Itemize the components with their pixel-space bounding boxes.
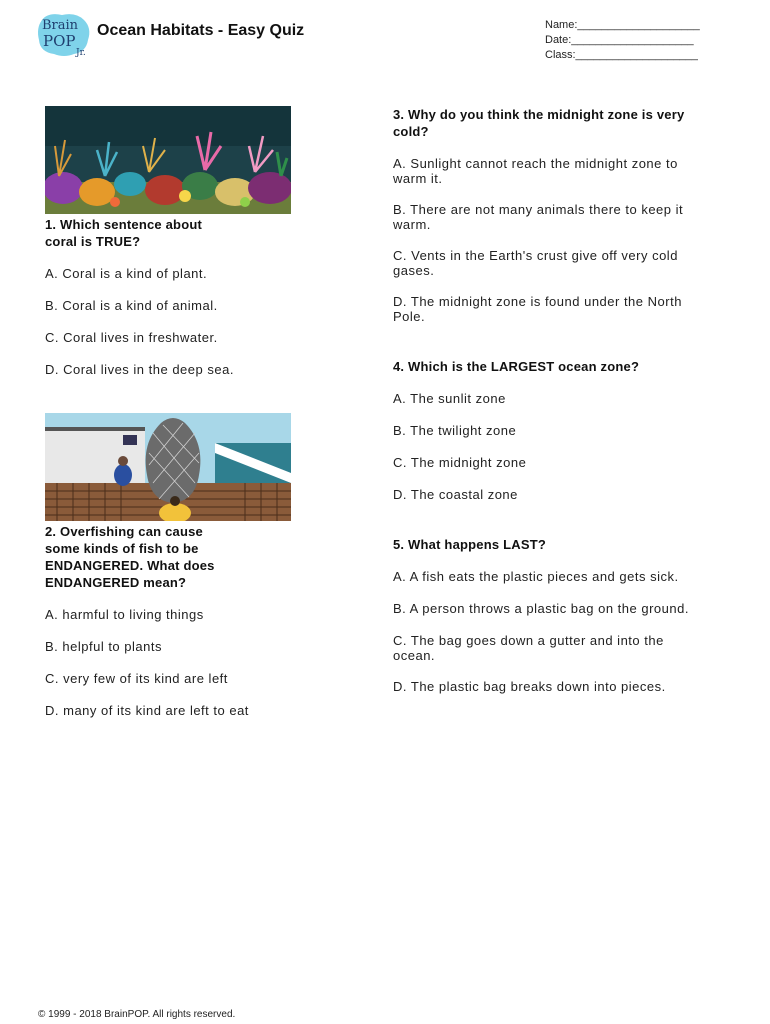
question-4-option-b[interactable]: B. The twilight zone: [393, 423, 517, 438]
question-3-option-d-line-2: Pole.: [393, 309, 426, 324]
question-1-line-1: 1. Which sentence about: [45, 217, 203, 232]
question-3-option-a[interactable]: [393, 156, 733, 186]
question-2-line-1: 2. Overfishing can cause: [45, 524, 203, 539]
question-3-text: [393, 106, 733, 140]
question-2-line-3: ENDANGERED. What does: [45, 558, 215, 573]
question-2-option-b[interactable]: B. helpful to plants: [45, 639, 162, 654]
question-3-option-c-line-2: gases.: [393, 263, 435, 278]
student-info-fields: [545, 18, 700, 63]
question-4-option-d[interactable]: D. The coastal zone: [393, 487, 518, 502]
question-3-option-b-line-2: warm.: [393, 217, 431, 232]
question-3-line-2: cold?: [393, 124, 429, 139]
question-2-option-c[interactable]: C. very few of its kind are left: [45, 671, 228, 686]
question-1-option-c[interactable]: C. Coral lives in freshwater.: [45, 330, 218, 345]
brainpop-jr-logo: [36, 12, 92, 58]
question-5-option-a[interactable]: A. A fish eats the plastic pieces and gets sick.: [393, 569, 679, 584]
coral-reef-illustration: [45, 106, 291, 214]
name-field: Name:____________________: [545, 19, 700, 31]
question-3-option-b[interactable]: [393, 202, 733, 232]
date-field: Date:____________________: [545, 34, 694, 46]
page-title: Ocean Habitats - Easy Quiz: [97, 22, 305, 39]
question-1-line-2: coral is TRUE?: [45, 234, 141, 249]
question-3-option-c[interactable]: [393, 248, 733, 278]
question-1-option-b[interactable]: B. Coral is a kind of animal.: [45, 298, 218, 313]
class-field: Class:____________________: [545, 49, 698, 61]
question-3-option-a-line-1: A. Sunlight cannot reach the midnight zone to: [393, 156, 678, 171]
question-5-option-c-line-2: ocean.: [393, 648, 436, 663]
question-3-line-1: 3. Why do you think the midnight zone is very: [393, 107, 685, 122]
question-2-text: [45, 523, 315, 591]
question-3-option-a-line-2: warm it.: [393, 171, 443, 186]
question-4-text: 4. Which is the LARGEST ocean zone?: [393, 359, 640, 374]
logo-text-jr: Jr.: [76, 48, 86, 58]
question-3-option-d[interactable]: [393, 294, 733, 324]
copyright-footer: © 1999 - 2018 BrainPOP. All rights reserved.: [38, 1009, 236, 1020]
question-3-option-d-line-1: D. The midnight zone is found under the North: [393, 294, 682, 309]
question-2-option-d[interactable]: D. many of its kind are left to eat: [45, 703, 249, 718]
question-5-option-c-line-1: C. The bag goes down a gutter and into the: [393, 633, 664, 648]
question-5-option-c[interactable]: [393, 633, 733, 663]
question-5-option-d[interactable]: D. The plastic bag breaks down into pieces.: [393, 679, 666, 694]
left-column: [45, 106, 315, 718]
question-1-option-a[interactable]: A. Coral is a kind of plant.: [45, 266, 208, 281]
question-1-text: [45, 216, 315, 250]
fishing-boat-net-illustration: [45, 413, 291, 521]
question-4-option-c[interactable]: C. The midnight zone: [393, 455, 527, 470]
question-5-option-b[interactable]: B. A person throws a plastic bag on the ground.: [393, 601, 689, 616]
logo-text-pop: POP: [43, 32, 76, 50]
logo-text-brain: Brain: [42, 18, 79, 33]
question-1-option-d[interactable]: D. Coral lives in the deep sea.: [45, 362, 234, 377]
question-4-option-a[interactable]: A. The sunlit zone: [393, 391, 506, 406]
question-3-option-b-line-1: B. There are not many animals there to keep it: [393, 202, 684, 217]
question-5-text: 5. What happens LAST?: [393, 537, 546, 552]
right-column: [393, 106, 733, 694]
question-2-line-2: some kinds of fish to be: [45, 541, 199, 556]
question-2-option-a[interactable]: A. harmful to living things: [45, 607, 204, 622]
question-3-option-c-line-1: C. Vents in the Earth's crust give off very cold: [393, 248, 678, 263]
question-2-line-4: ENDANGERED mean?: [45, 575, 187, 590]
